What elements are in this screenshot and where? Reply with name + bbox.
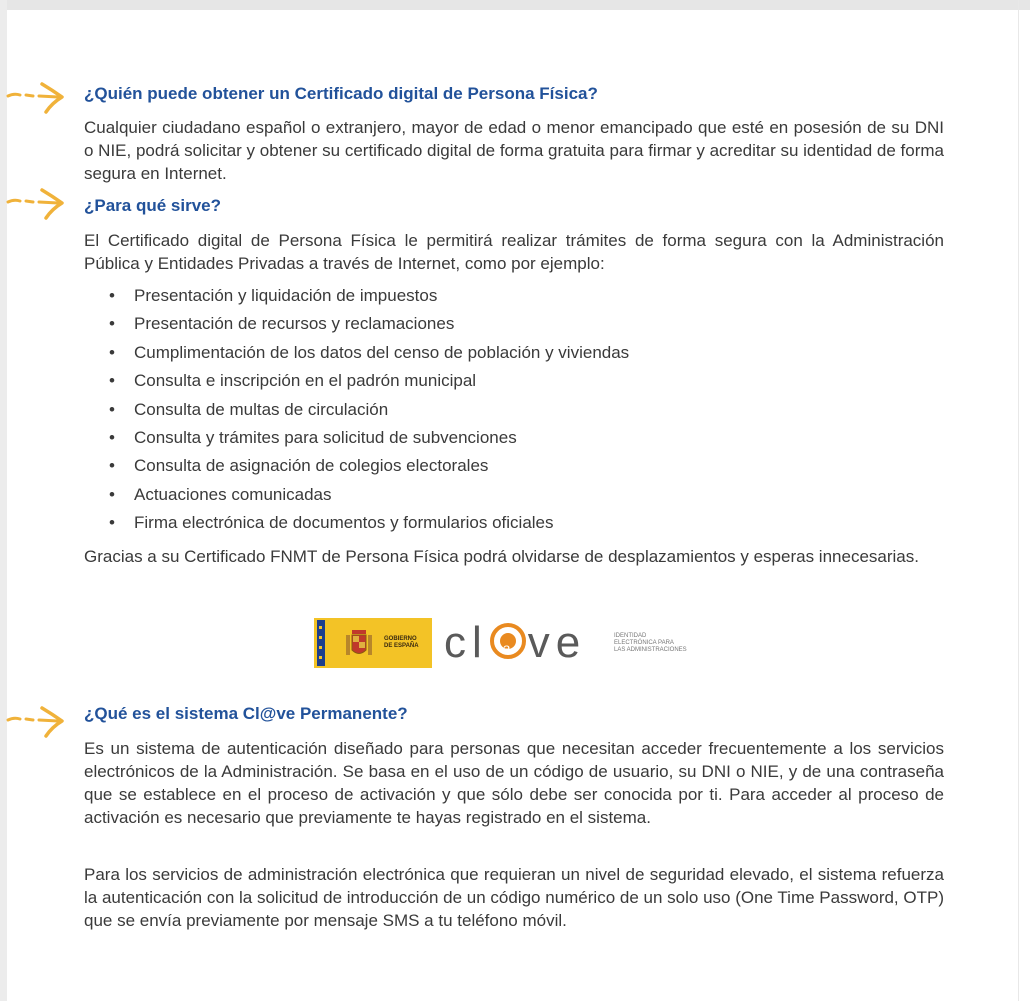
list-item-text: Consulta de asignación de colegios electorales [134,456,489,476]
heading-que-es-clave: ¿Qué es el sistema Cl@ve Permanente? [84,704,408,723]
page-top-edge [0,0,1030,10]
list-item [84,284,629,312]
list-item [84,341,629,369]
paragraph-para-que-sirve: El Certificado digital de Persona Física le permitirá realizar trámites de forma segura con la Administración Pública y Entidades Privadas a través de Internet, como por ejemplo: [84,231,944,273]
list-item [84,454,629,482]
list-item-text: Actuaciones comunicadas [134,484,332,504]
eu-flag-icon [317,620,325,666]
paragraph-quien-puede: Cualquier ciudadano español o extranjero, mayor de edad o menor emancipado que esté en posesión de su DNI o NIE, podrá solicitar y obtener su certificado digital de forma gratuita para firmar y acreditar su identidad de forma segura en Internet. [84,118,944,183]
list-item [84,426,629,454]
list-item [84,398,629,426]
list-item-text: Firma electrónica de documentos y formularios oficiales [134,513,554,533]
bullet: • [109,342,115,362]
bullet: • [109,427,115,447]
arrow-icon [6,76,68,116]
bullet: • [109,371,115,391]
list-item-text: Presentación de recursos y reclamaciones [134,314,455,334]
bullet: • [109,286,115,305]
list-item-text: Consulta e inscripción en el padrón municipal [134,371,477,391]
clave-logo: cla ve [444,618,586,668]
list-item-text: Cumplimentación de los datos del censo de población y viviendas [134,342,630,362]
gobierno-espana-logo [314,618,432,668]
list-item [84,312,629,340]
bullet: • [109,456,115,476]
paragraph-gracias: Gracias a su Certificado FNMT de Persona Física podrá olvidarse de desplazamientos y esperas innecesarias. [84,547,919,566]
list-item-text: Consulta de multas de circulación [134,399,389,419]
bullet: • [109,484,115,504]
page-left-edge [0,0,7,1001]
clave-at-icon [490,623,526,659]
paragraph-clave-2: Para los servicios de administración electrónica que requieran un nivel de seguridad elevado, el sistema refuerza la autenticación con la solicitud de introducción de un código numérico de un solo uso (One Time Password, OTP) que se envía previamente por mensaje SMS a tu teléfono móvil. [84,865,944,930]
clave-subtitle: IDENTIDAD ELECTRÓNICA PARA LAS ADMINISTRACIONES [614,633,687,653]
arrow-icon [6,700,68,740]
gobierno-text: GOBIERNO DE ESPAÑA [384,636,419,649]
list-item [84,511,629,539]
logos-banner [314,616,714,672]
arrow-icon [6,182,68,222]
page-right-edge [1018,0,1019,1001]
list-item [84,369,629,397]
bullet: • [109,513,115,533]
coat-of-arms-icon [344,626,374,660]
bullet: • [109,314,115,334]
list-item-text: Presentación y liquidación de impuestos [134,286,438,305]
uses-list [84,284,629,540]
list-item-text: Consulta y trámites para solicitud de subvenciones [134,427,517,447]
heading-para-que-sirve: ¿Para qué sirve? [84,196,222,215]
heading-quien-puede: ¿Quién puede obtener un Certificado digital de Persona Física? [84,84,598,103]
paragraph-clave-1: Es un sistema de autenticación diseñado para personas que necesitan acceder frecuentemente a los servicios electrónicos de la Administración. Se basa en el uso de un código de usuario, su DNI o NIE, y de una contraseña que se establece en el proceso de activación y que sólo debe ser conocida por ti. Para acceder al proceso de activación es necesario que previamente te hayas registrado en el sistema. [84,739,944,827]
list-item [84,483,629,511]
bullet: • [109,399,115,419]
